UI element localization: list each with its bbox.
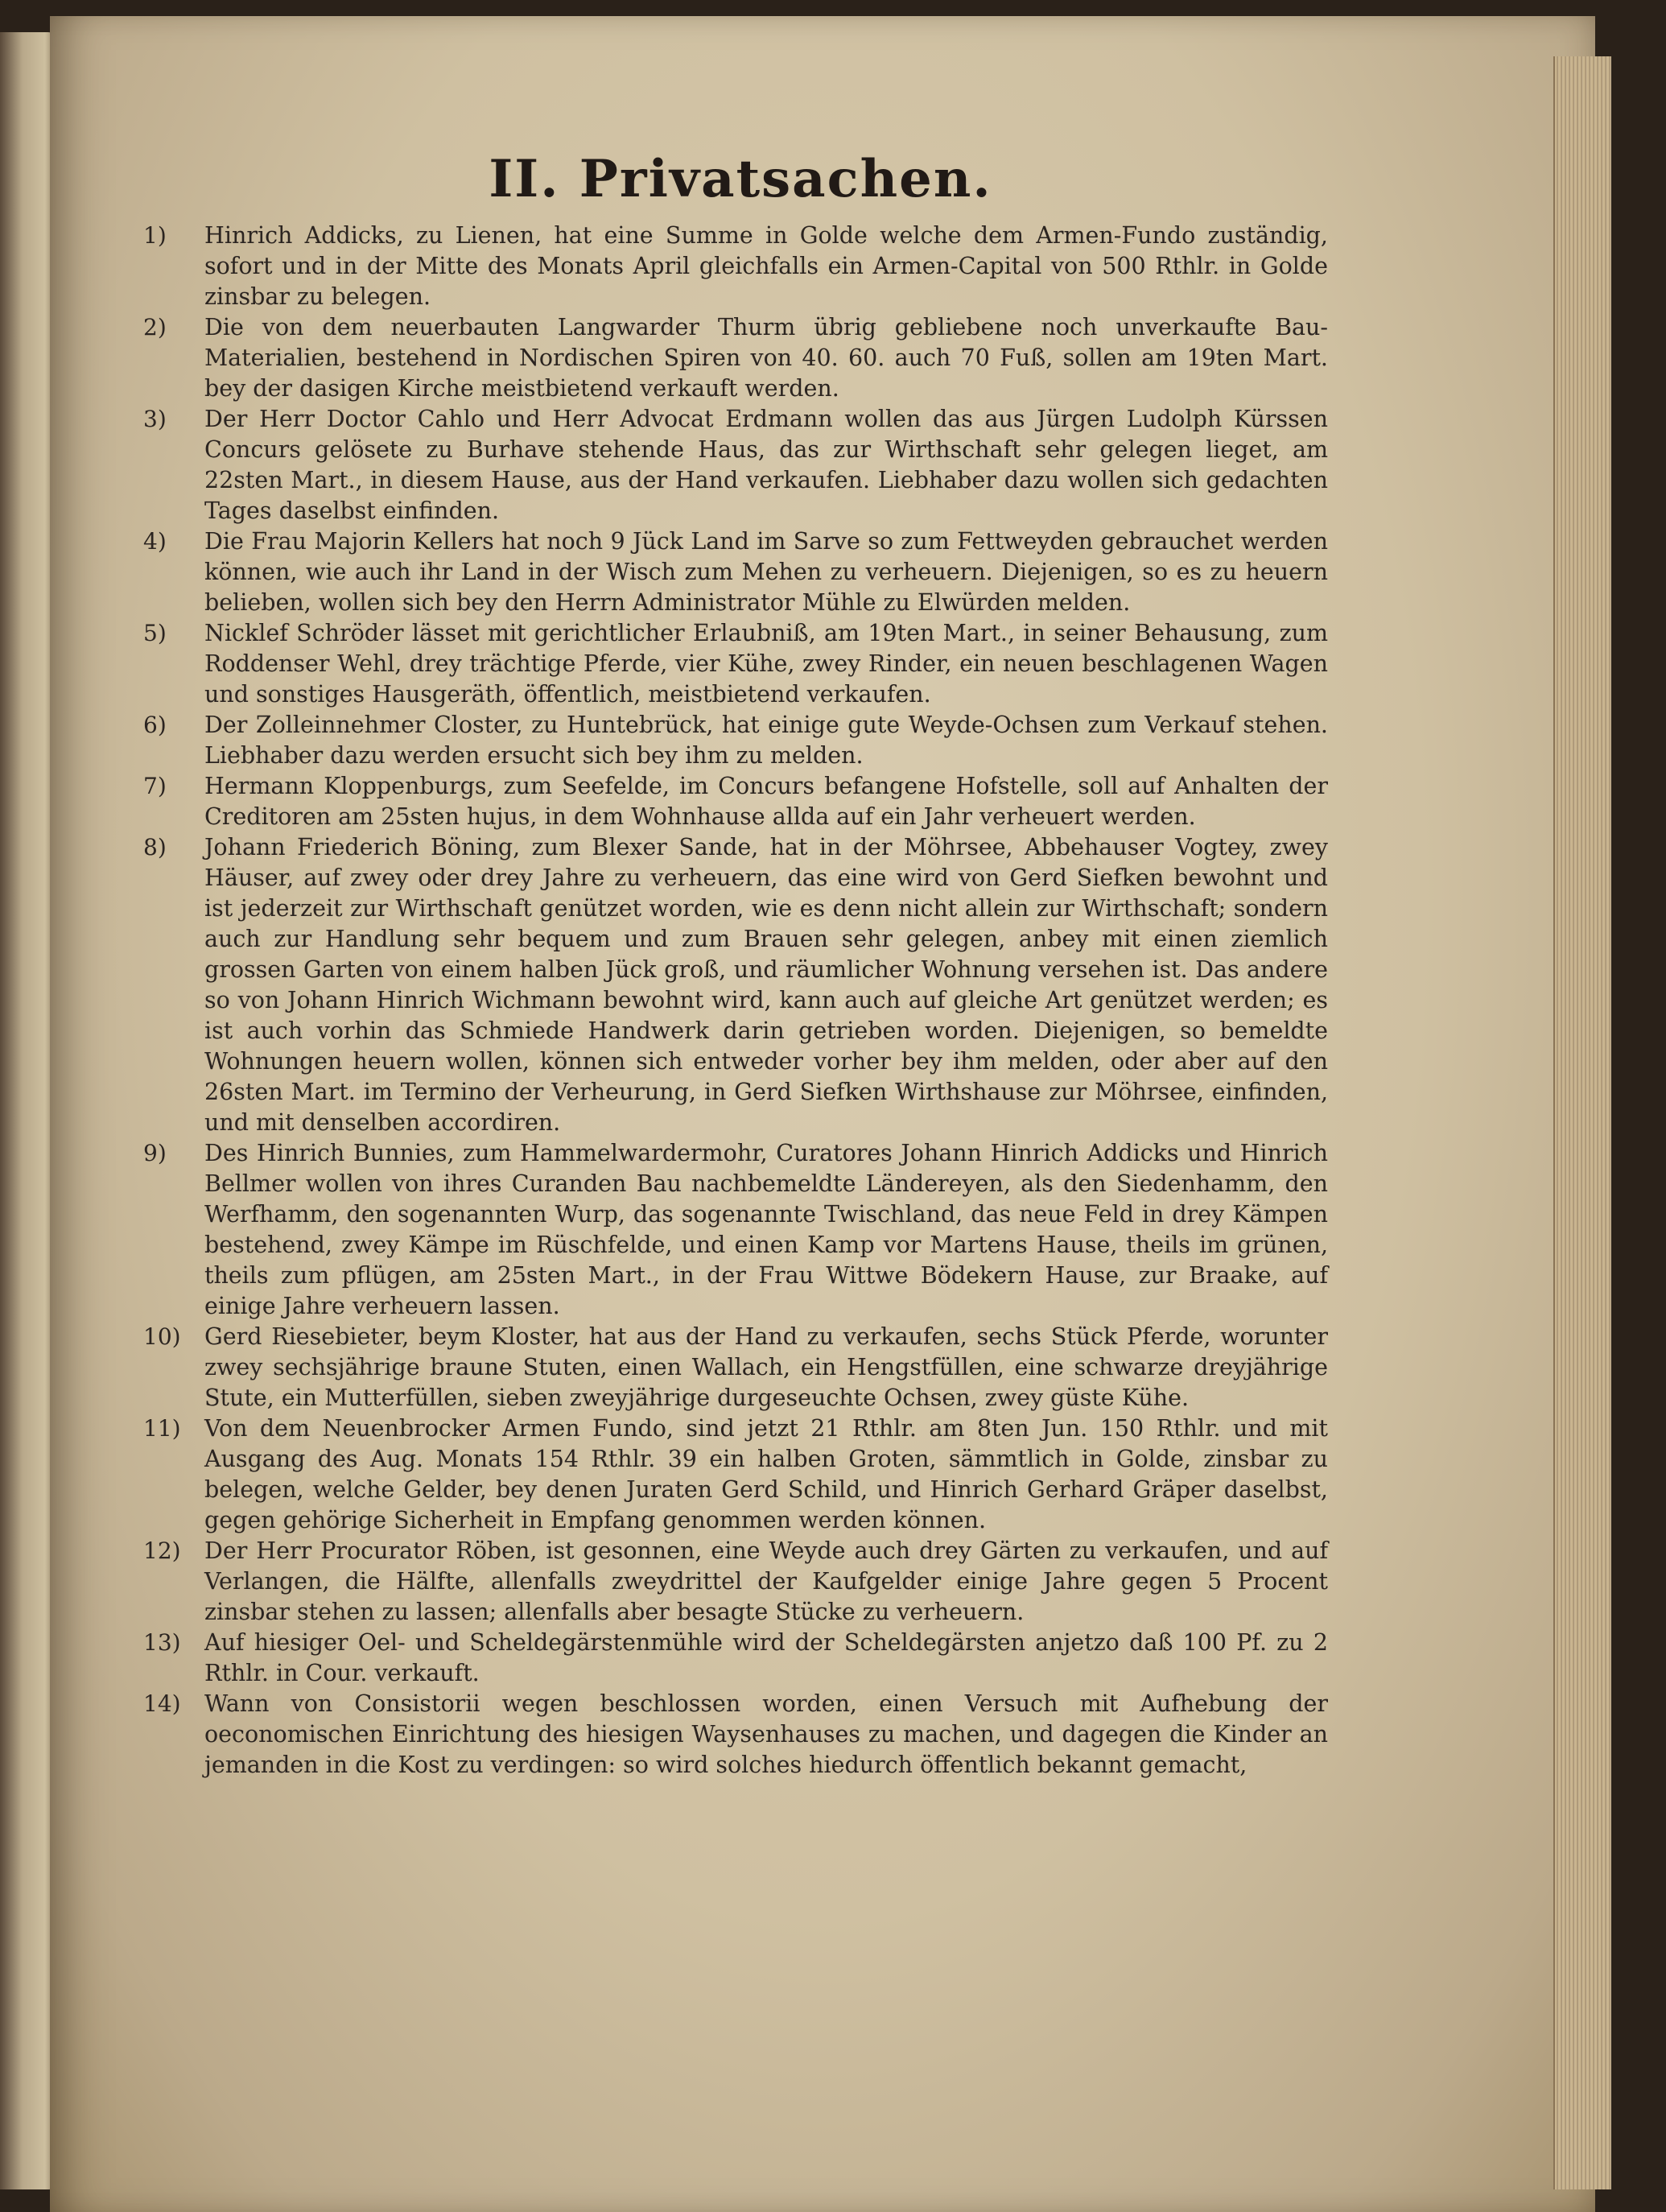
notice-number: 8) — [143, 834, 167, 860]
notice-text: Der Herr Procurator Röben, ist gesonnen, eine Weyde auch drey Gärten zu verkaufen, und auf Verlangen, die Hälfte, allenfalls zweydrittel der Kaufgelder einige Jahre gegen 5 Procent zinsbar stehen zu lassen; allenfalls aber besagte Stücke zu verheuern. — [204, 1537, 1328, 1625]
notice-item — [143, 1413, 1328, 1536]
notice-number: 14) — [143, 1690, 181, 1717]
page-content — [143, 149, 1328, 1781]
notice-text: Der Herr Doctor Cahlo und Herr Advocat Erdmann wollen das aus Jürgen Ludolph Kürssen Concurs gelösete zu Burhave stehende Haus, das zur Wirthschaft sehr gelegen lieget, am 22sten Mart., in diesem Hause, aus der Hand verkaufen. Liebhaber dazu wollen sich gedachten Tages daselbst einfinden. — [204, 406, 1328, 524]
notice-text: Von dem Neuenbrocker Armen Fundo, sind jetzt 21 Rthlr. am 8ten Jun. 150 Rthlr. und mit Ausgang des Aug. Monats 154 Rthlr. 39 ein halben Groten, sämmtlich in Golde, zinsbar zu belegen, welche Gelder, bey denen Juraten Gerd Schild, und Hinrich Gerhard Gräper daselbst, gegen gehörige Sicherheit in Empfang genommen werden können. — [204, 1415, 1328, 1533]
notice-text: Des Hinrich Bunnies, zum Hammelwardermohr, Curatores Johann Hinrich Addicks und Hinrich Bellmer wollen von ihres Curanden Bau nachbemeldte Ländereyen, als den Siedenhamm, den Werfhamm, den sogenannten Wurp, das sogenannte Twischland, das neue Feld in drey Kämpen bestehend, zwey Kämpe im Rüschfelde, und einen Kamp vor Martens Hause, theils im grünen, theils zum pflügen, am 25sten Mart., in der Frau Wittwe Bödekern Hause, zur Braake, auf einige Jahre verheuern lassen. — [204, 1140, 1328, 1319]
notice-number: 5) — [143, 620, 167, 646]
notice-number: 12) — [143, 1537, 181, 1564]
notice-text: Hinrich Addicks, zu Lienen, hat eine Summe in Golde welche dem Armen-Fundo zuständig, sofort und in der Mitte des Monats April gleichfalls ein Armen-Capital von 500 Rthlr. in Golde zinsbar zu belegen. — [204, 222, 1328, 310]
notice-text: Nicklef Schröder lässet mit gerichtlicher Erlaubniß, am 19ten Mart., in seiner Behausung, zum Roddenser Wehl, drey trächtige Pferde, vier Kühe, zwey Rinder, ein neuen beschlagenen Wagen und sonstiges Hausgeräth, öffentlich, meistbietend verkaufen. — [204, 620, 1328, 708]
notice-item — [143, 832, 1328, 1138]
section-title: II. Privatsachen. — [489, 149, 992, 209]
notice-number: 2) — [143, 314, 167, 340]
notice-number: 1) — [143, 222, 167, 249]
notice-item — [143, 1536, 1328, 1628]
notice-item — [143, 1689, 1328, 1781]
notice-item — [143, 1138, 1328, 1322]
notice-item — [143, 618, 1328, 710]
notice-item — [143, 771, 1328, 832]
notice-text: Der Zolleinnehmer Closter, zu Huntebrück, hat einige gute Weyde-Ochsen zum Verkauf stehen. Liebhaber dazu werden ersucht sich bey ihm zu melden. — [204, 712, 1328, 769]
notice-text: Wann von Consistorii wegen beschlossen worden, einen Versuch mit Aufhebung der oeconomischen Einrichtung des hiesigen Waysenhauses zu machen, und dagegen die Kinder an jemanden in die Kost zu verdingen: so wird solches hiedurch öffentlich bekannt gemacht, — [204, 1690, 1328, 1778]
notice-item — [143, 526, 1328, 618]
notice-text: Johann Friederich Böning, zum Blexer Sande, hat in der Möhrsee, Abbehauser Vogtey, zwey Häuser, auf zwey oder drey Jahre zu verheuern, das eine wird von Gerd Siefken bewohnt und ist jederzeit zur Wirthschaft genützet worden, wie es denn nicht allein zur Wirthschaft; sondern auch zur Handlung sehr bequem und zum Brauen sehr gelegen, anbey mit einen ziemlich grossen Garten von einem halben Jück groß, und räumlicher Wohnung versehen ist. Das andere so von Johann Hinrich Wichmann bewohnt wird, kann auch auf gleiche Art genützet werden; es ist auch vorhin das Schmiede Handwerk darin getrieben worden. Diejenigen, so bemeldte Wohnungen heuern wollen, können sich entweder vorher bey ihm melden, oder aber auf den 26sten Mart. im Termino der Verheurung, in Gerd Siefken Wirthshause zur Möhrsee, einfinden, und mit denselben accordiren. — [204, 834, 1328, 1136]
notice-item — [143, 710, 1328, 771]
notice-item — [143, 1322, 1328, 1413]
notice-item — [143, 221, 1328, 312]
notice-text: Gerd Riesebieter, beym Kloster, hat aus der Hand zu verkaufen, sechs Stück Pferde, worunter zwey sechsjährige braune Stuten, einen Wallach, ein Hengstfüllen, eine schwarze dreyjährige Stute, ein Mutterfüllen, sieben zweyjährige durgeseuchte Ochsen, zwey güste Kühe. — [204, 1323, 1328, 1411]
notice-text: Hermann Kloppenburgs, zum Seefelde, im Concurs befangene Hofstelle, soll auf Anhalten der Creditoren am 25sten hujus, in dem Wohnhause allda auf ein Jahr verheuert werden. — [204, 773, 1328, 830]
notice-number: 10) — [143, 1323, 181, 1350]
notice-item — [143, 404, 1328, 526]
notice-item — [143, 312, 1328, 404]
previous-page-edge — [0, 32, 56, 2189]
notice-number: 6) — [143, 712, 167, 738]
notice-list — [143, 221, 1328, 1781]
notice-number: 7) — [143, 773, 167, 799]
notice-text: Auf hiesiger Oel- und Scheldegärstenmühle wird der Scheldegärsten anjetzo daß 100 Pf. zu 2 Rthlr. in Cour. verkauft. — [204, 1629, 1328, 1686]
notice-number: 3) — [143, 406, 167, 432]
notice-text: Die Frau Majorin Kellers hat noch 9 Jück Land im Sarve so zum Fettweyden gebrauchet werden können, wie auch ihr Land in der Wisch zum Mehen zu verheuern. Diejenigen, so es zu heuern belieben, wollen sich bey den Herrn Administrator Mühle zu Elwürden melden. — [204, 528, 1328, 616]
notice-number: 13) — [143, 1629, 181, 1656]
notice-number: 9) — [143, 1140, 167, 1166]
notice-number: 4) — [143, 528, 167, 555]
notice-number: 11) — [143, 1415, 181, 1442]
notice-item — [143, 1628, 1328, 1689]
page-stack-edge — [1553, 56, 1611, 2189]
notice-text: Die von dem neuerbauten Langwarder Thurm übrig gebliebene noch unverkaufte Bau-Materialien, bestehend in Nordischen Spiren von 40. 60. auch 70 Fuß, sollen am 19ten Mart. bey der dasigen Kirche meistbietend verkauft werden. — [204, 314, 1328, 402]
